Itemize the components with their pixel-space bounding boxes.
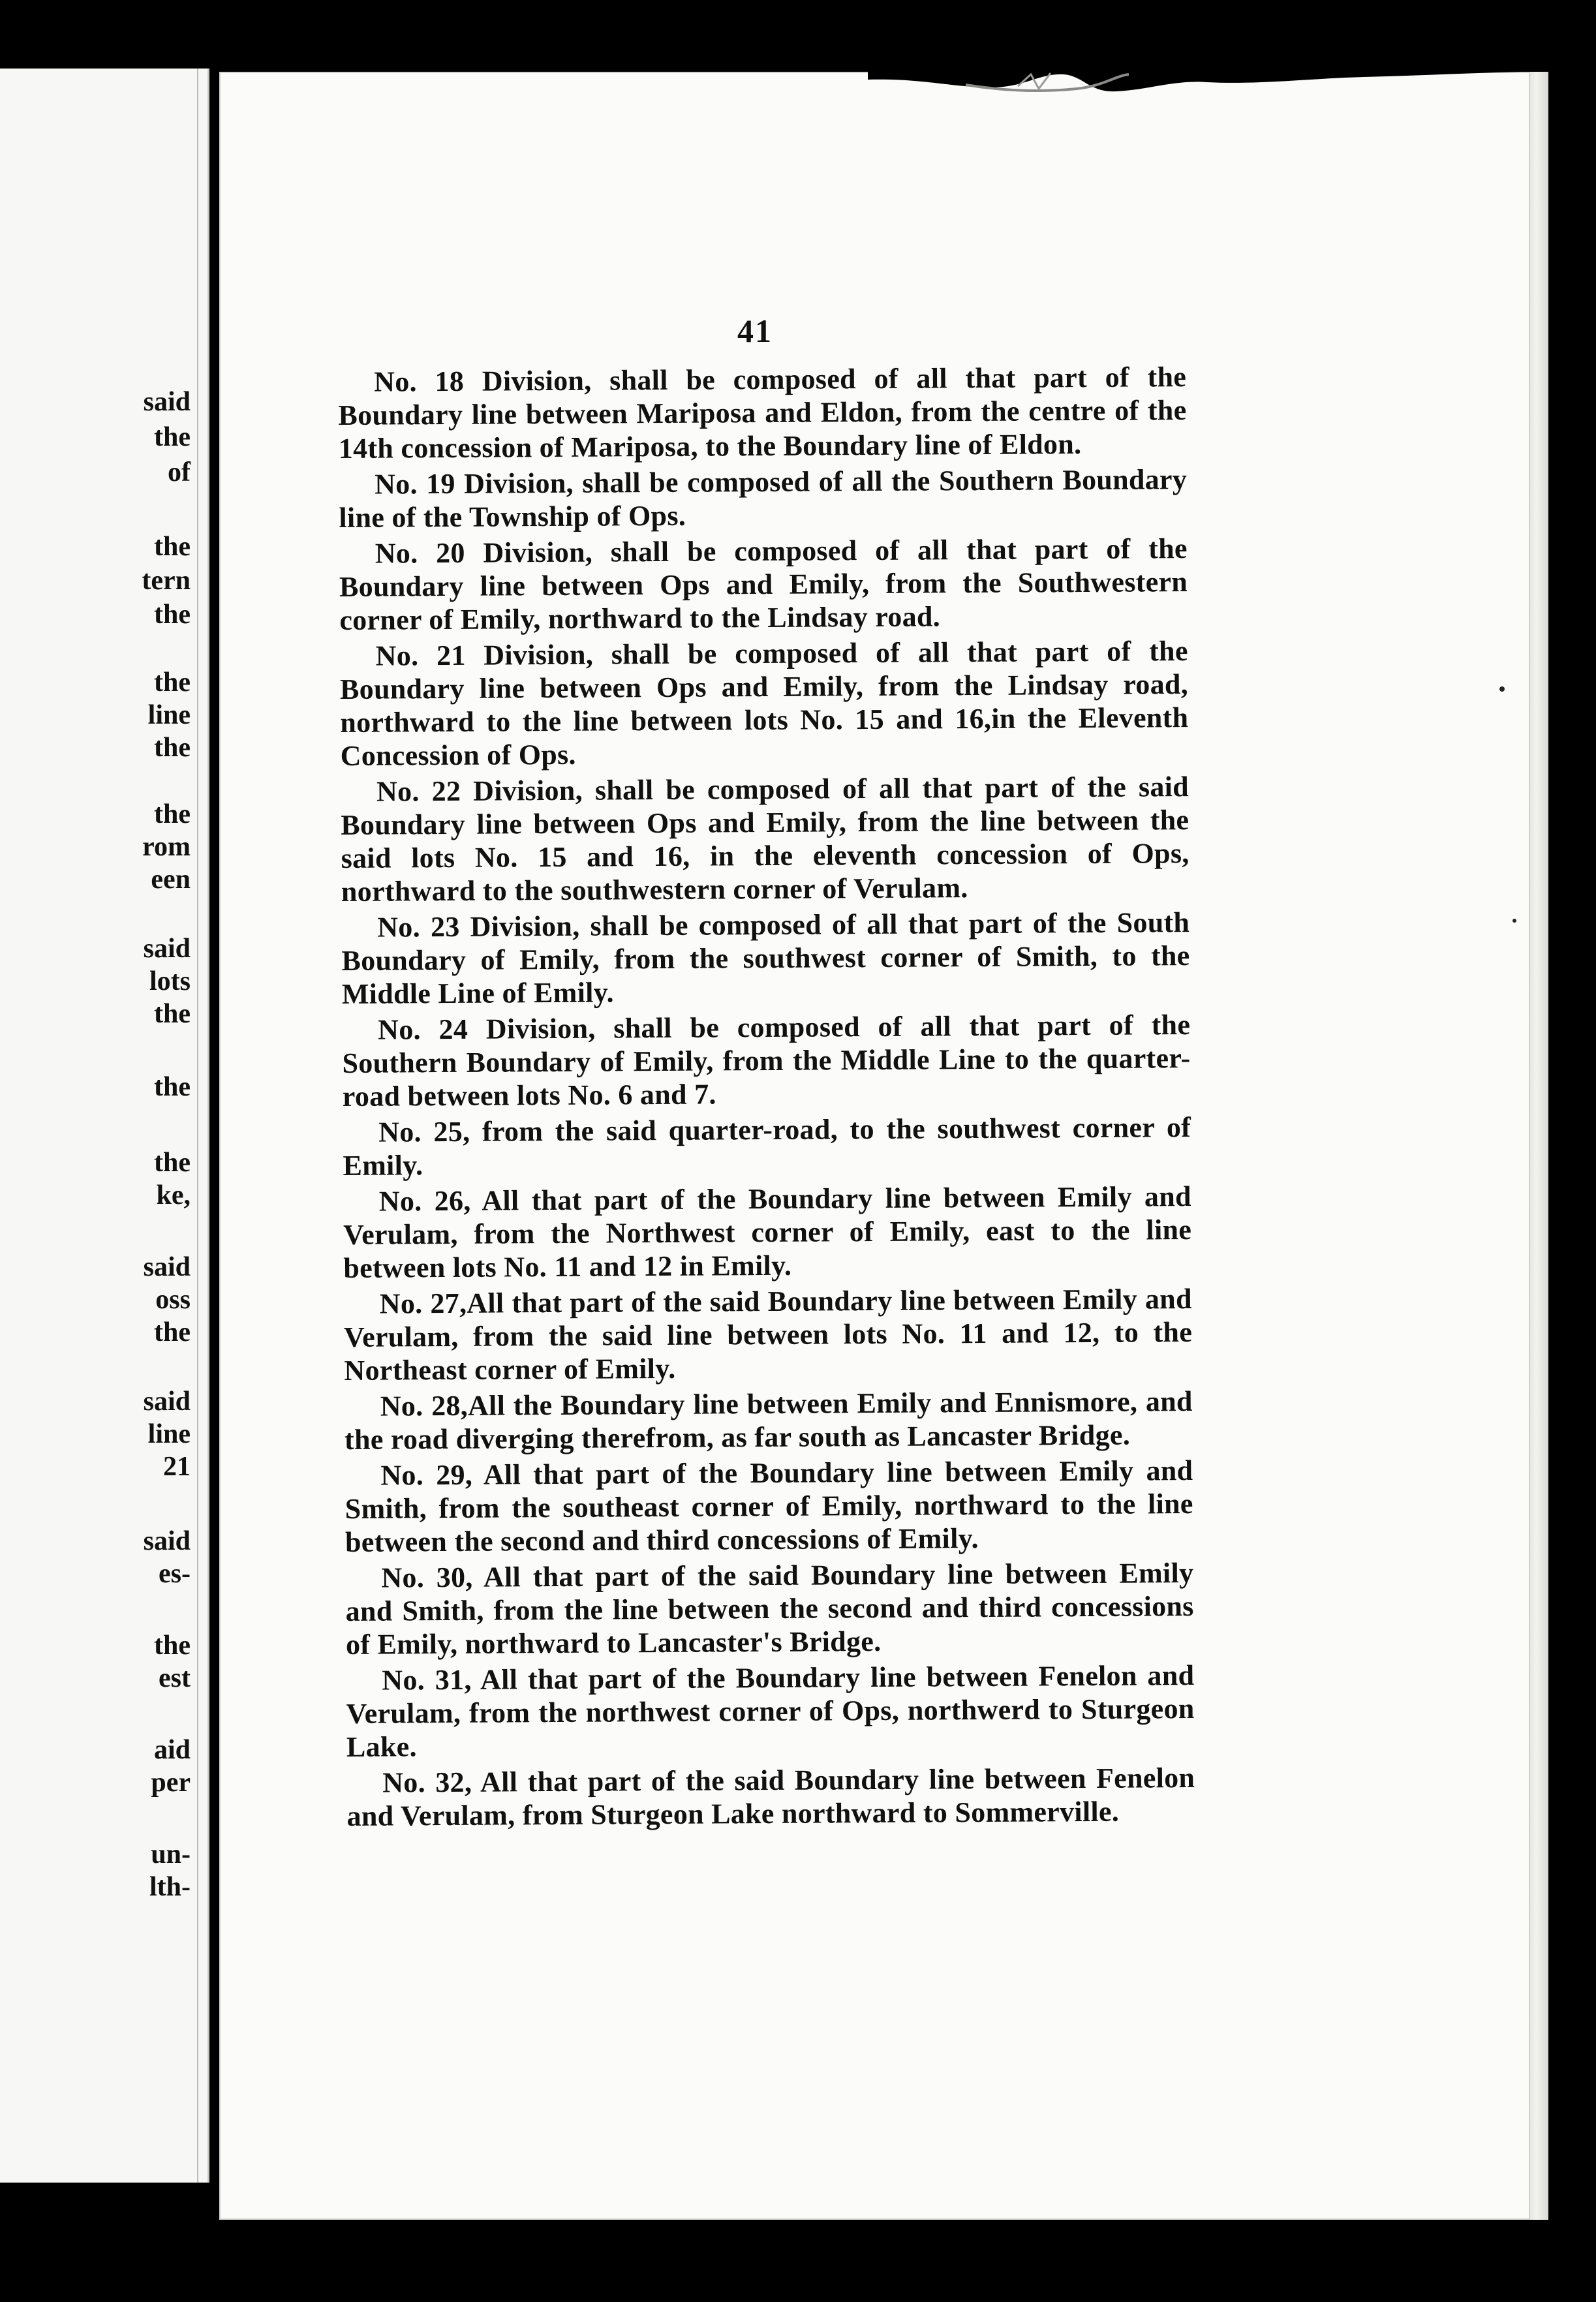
division-paragraph: No. 26, All that part of the Boundary line between Emily and Verulam, from the Northwest corner of Emily, east to the line between lots No. 11 and 12 in Emily. xyxy=(343,1180,1192,1284)
facing-page-fragment: tern xyxy=(142,566,191,596)
page-number: 41 xyxy=(737,313,773,349)
facing-page-fragment: line xyxy=(147,1419,191,1449)
facing-page-fragment: the xyxy=(154,668,191,698)
division-paragraph: No. 30, All that part of the said Boundary line between Emily and Smith, from the line between the second and third concessions of Emily, northward to Lancaster's Bridge. xyxy=(345,1557,1194,1661)
division-paragraph: No. 25, from the said quarter-road, to the southwest corner of Emily. xyxy=(343,1111,1191,1182)
facing-page-fragment: est xyxy=(159,1663,191,1693)
facing-page xyxy=(0,69,209,2183)
facing-page-fragment: oss xyxy=(155,1285,191,1315)
division-paragraph: No. 29, All that part of the Boundary line between Emily and Smith, from the southeast corner of Emily, northward to the line between the second and third concessions of Emily. xyxy=(345,1454,1193,1558)
document-body xyxy=(338,360,1195,1835)
ink-speck xyxy=(1512,919,1516,923)
division-paragraph: No. 21 Division, shall be composed of all that part of the Boundary line between Ops and Emily, from the Lindsay road, northward to the line between lots No. 15 and 16,in the Eleventh Concession of Ops. xyxy=(339,635,1189,772)
facing-page-fragment: lth- xyxy=(149,1872,191,1902)
facing-page-fragment: said xyxy=(143,1252,191,1282)
facing-page-fragment: een xyxy=(151,865,191,895)
facing-page-fragment: ke, xyxy=(156,1180,191,1210)
facing-page-fragment: the xyxy=(154,1317,191,1347)
facing-page-fragment: said xyxy=(143,387,191,417)
facing-page-fragment: un- xyxy=(151,1839,191,1869)
division-paragraph: No. 19 Division, shall be composed of all the Southern Boundary line of the Township of Ops. xyxy=(339,463,1188,534)
facing-page-fragment: the xyxy=(154,733,191,763)
division-paragraph: No. 31, All that part of the Boundary line between Fenelon and Verulam, from the northwest corner of Ops, northwerd to Sturgeon Lake. xyxy=(346,1659,1195,1763)
facing-page-fragment: said xyxy=(143,1387,191,1417)
facing-page-fragment: the xyxy=(154,999,191,1029)
facing-page-fragment: rom xyxy=(142,832,191,862)
division-paragraph: No. 22 Division, shall be composed of all that part of the said Boundary line between Ops and Emily, from the line between the said lots No. 15 and 16, in the eleventh concession of Ops, northward to the southwestern corner of Verulam. xyxy=(341,771,1189,908)
facing-page-fragment: aid xyxy=(153,1735,191,1765)
facing-page-fragment: per xyxy=(151,1768,191,1798)
facing-page-fragment: line xyxy=(147,700,191,730)
page-edge-shadow xyxy=(1529,72,1548,2220)
division-paragraph: No. 20 Division, shall be composed of all that part of the Boundary line between Ops and Emily, from the Southwestern corner of Emily, northward to the Lindsay road. xyxy=(339,532,1188,636)
facing-page-fragment: 21 xyxy=(163,1452,191,1482)
facing-page-fragment: lots xyxy=(149,966,191,996)
facing-page-fragment: the xyxy=(154,600,191,630)
division-paragraph: No. 24 Division, shall be composed of all that part of the Southern Boundary of Emily, from the Middle Line to the quarter-road between lots No. 6 and 7. xyxy=(342,1009,1191,1113)
division-paragraph: No. 28,All the Boundary line between Emily and Ennismore, and the road diverging therefrom, as far south as Lancaster Bridge. xyxy=(344,1385,1193,1456)
facing-page-fragment: said xyxy=(143,1526,191,1556)
facing-page-fragment: said xyxy=(143,934,191,964)
division-paragraph: No. 27,All that part of the said Boundary line between Emily and Verulam, from the said line between lots No. 11 and 12, to the Northeast corner of Emily. xyxy=(343,1283,1193,1387)
facing-page-fragment: of xyxy=(168,457,191,487)
facing-page-fragment: the xyxy=(154,1631,191,1661)
division-paragraph: No. 32, All that part of the said Boundary line between Fenelon and Verulam, from Sturgeon Lake northward to Sommerville. xyxy=(346,1762,1195,1832)
facing-page-fragment: es- xyxy=(159,1559,191,1589)
facing-page-fragment: the xyxy=(154,422,191,452)
division-paragraph: No. 23 Division, shall be composed of all that part of the South Boundary of Emily, from the southwest corner of Smith, to the Middle Line of Emily. xyxy=(341,906,1190,1010)
facing-page-fragment: the xyxy=(154,1148,191,1178)
division-paragraph: No. 18 Division, shall be composed of all that part of the Boundary line between Mariposa and Eldon, from the centre of the 14th concession of Mariposa, to the Boundary line of Eldon. xyxy=(338,361,1187,465)
facing-page-fragment: the xyxy=(154,532,191,562)
torn-paper-edge xyxy=(868,60,1520,106)
facing-page-fragment: the xyxy=(154,799,191,829)
facing-page-edge xyxy=(197,69,198,2183)
ink-speck xyxy=(1499,686,1505,692)
facing-page-fragment: the xyxy=(154,1072,191,1102)
